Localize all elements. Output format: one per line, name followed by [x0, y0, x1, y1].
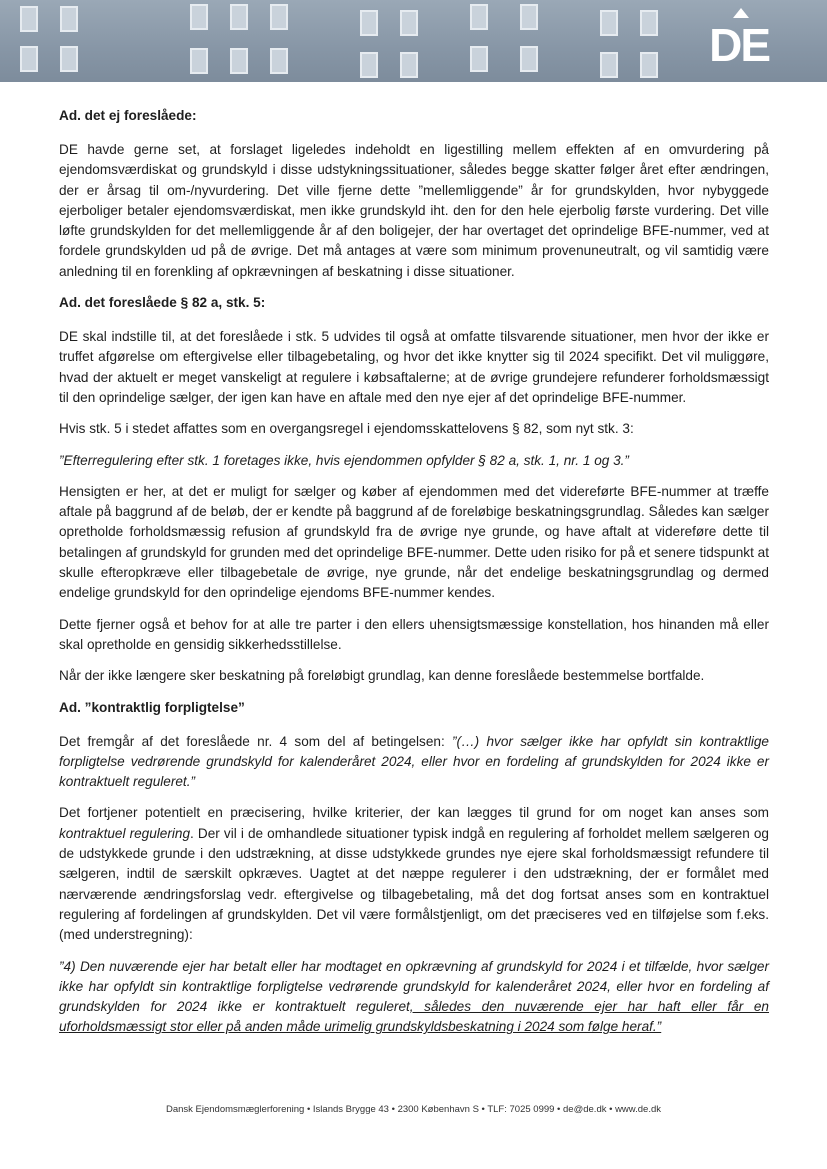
page-footer: Dansk Ejendomsmæglerforening • Islands Brygge 43 • 2300 København S • TLF: 7025 0999 • de@de.dk • www.de.dk	[165, 1104, 662, 1115]
underlined-quote-text: , således den nuværende ejer har haft eller får en uforholdsmæssigt stor eller på anden måde urimelig grundskyldsbeskatning i 2024 som følge heraf.”	[59, 999, 769, 1035]
logo-accent-icon	[733, 8, 749, 18]
section-heading: Ad. det ej foreslåede:	[59, 108, 197, 123]
quote-paragraph: ”Efterregulering efter stk. 1 foretages ikke, hvis ejendommen opfylder § 82 a, stk. 1, nr. 1 og 3.”	[59, 452, 629, 468]
paragraph: DE skal indstille til, at det foreslåede i stk. 5 udvides til også at omfatte tilsvarende situationer, men hvor der ikke er truffet afgørelse om eftergivelse eller tilbagebetaling, og hvor det ikke knytter sig til 2024 specifikt. Det vil muliggøre, hvad der aktuelt er meget vanskeligt at regulere i købsaftalerne; at de øvrige grundejere refunderer forholdsmæssigt til den oprindelige sælger, der igen kan have en aftale med den nye ejer af det oprindelige BFE-nummer.	[59, 329, 769, 405]
quote-text: ”4) Den nuværende ejer har betalt eller har modtaget en opkrævning af grundskyld for 2024 i et tilfælde, hvor sælger ikke har opfyldt sin kontraktlige forpligtelse vedrørende grundskyld for kalenderåret 2024, eller hvor en fordeling af grundskylden for 2024 ikke er kontraktuelt reguleret	[59, 958, 769, 1015]
document-body	[59, 106, 769, 1049]
de-logo: DE	[709, 19, 769, 71]
paragraph	[59, 803, 769, 945]
section-heading: Ad. ”kontraktlig forpligtelse”	[59, 699, 245, 715]
inline-quote: ”(…) hvor sælger ikke har opfyldt sin kontraktlige forpligtelse vedrørende grundskyld for kalenderåret 2024, eller hvor en fordeling af grundskylden for 2024 ikke er kontraktuelt reguleret.”	[59, 733, 769, 790]
section-heading: Ad. det foreslåede § 82 a, stk. 5:	[59, 295, 266, 311]
paragraph	[59, 732, 769, 793]
quote-paragraph	[59, 957, 769, 1038]
paragraph: Når der ikke længere sker beskatning på foreløbigt grundlag, kan denne foreslåede bestemmelse bortfalde.	[59, 668, 705, 684]
header-banner	[0, 0, 827, 82]
paragraph: Hensigten er her, at det er muligt for sælger og køber af ejendommen med det videreførte BFE-nummer at træffe aftale på baggrund af de beløb, der er kendte på baggrund af de foreløbige beskatningsgrundlag. Således kan sælger opretholde forholdsmæssig refusion af grundskyld fra de øvrige nye grunde, og have aftalt at videreføre dette til betalingen af grundskyld for grunden med det oprindelige BFE-nummer. Dette uden risiko for på et senere tidspunkt at skulle efteropkræve eller tilbagebetale de øvrige, nye grunde, når det endelige beskatningsgrundlag og dermed endelige grundskyld for den oprindelige ejendoms BFE-nummer kendes.	[59, 483, 769, 601]
paragraph: Hvis stk. 5 i stedet affattes som en overgangsregel i ejendomsskattelovens § 82, som nyt stk. 3:	[59, 421, 634, 437]
paragraph: DE havde gerne set, at forslaget ligeledes indeholdt en ligestilling mellem effekten af en omvurdering på ejendomsværdiskat og grundskyld i disse udstykningssituationer, således begge skatter følger året efter ændringen, der er årsag til om-/nyvurdering. Det ville fjerne dette ”mellemliggende” år for grundskylden, hvor nybyggede ejerboliger betaler ejendomsværdiskat, men ikke grundskyld iht. den for den hele ejerbolig første vurdering. Det ville løfte grundskylden for det mellemliggende år af den boligejer, der har overtaget det oprindelige BFE-nummer, ved at fordele grundskylden ud på de øvrige. Det må antages at være som minimum provenuneutralt, og vil samtidig være anledning til en forenkling af opkrævningen af beskatning i disse situationer.	[59, 142, 769, 279]
building-facade-image	[0, 0, 827, 82]
emphasis-text: kontraktuel regulering	[59, 825, 191, 841]
paragraph-text: . Der vil i de omhandlede situationer typisk indgå en regulering af forholdet mellem sælgeren og de udstykkede grunde i den udstrækning, at disse udstykkede grundes nye ejere skal forholdsmæssigt refundere til sælgeren, indtil de særskilt opkræves. Uagtet at det næppe regulerer i den udstrækning, der er formålet med nærværende ændringsforslag vedr. eftergivelse og tilbagebetaling, må det dog fortsat anses som en kontraktuel regulering af fordelingen af grundskylden. Det vil være formålstjenligt, om det præciseres ved en tilføjelse som f.eks. (med understregning):	[59, 825, 769, 943]
paragraph-text: Det fortjener potentielt en præcisering, hvilke kriterier, der kan lægges til grund for om noget kan anses som	[59, 805, 769, 821]
paragraph-text: Det fremgår af det foreslåede nr. 4 som del af betingelsen:	[59, 733, 453, 749]
paragraph: Dette fjerner også et behov for at alle tre parter i den ellers uhensigtsmæssige konstellation, hos hinanden må eller skal opretholde en gensidig sikkerhedsstillelse.	[59, 616, 769, 652]
